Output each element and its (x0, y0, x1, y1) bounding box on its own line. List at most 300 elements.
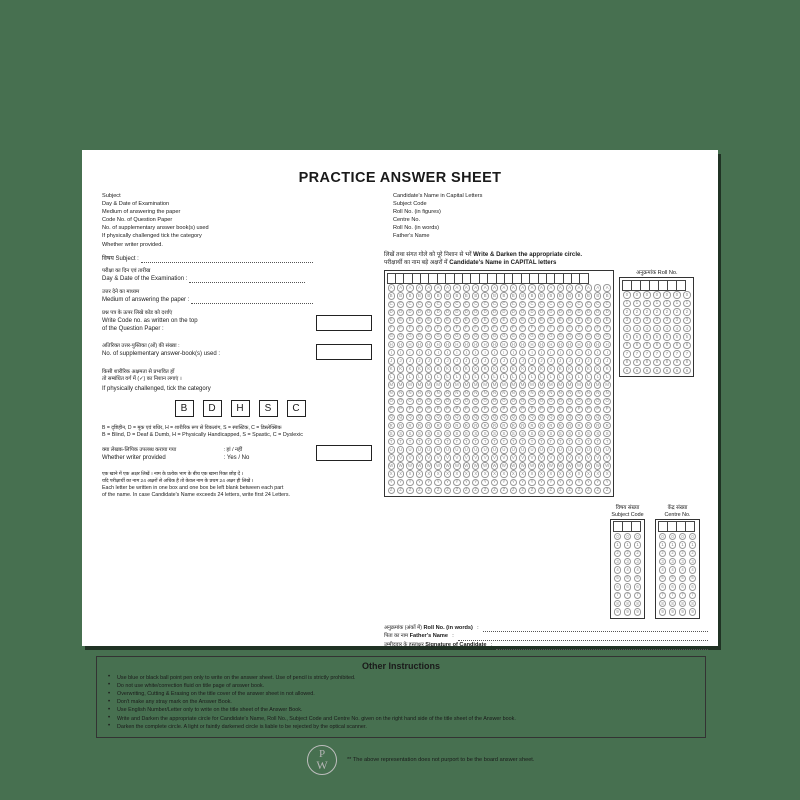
centre-no-bubble[interactable]: 4 (658, 566, 668, 574)
name-bubble[interactable]: J (433, 357, 442, 365)
name-bubble[interactable]: Q (593, 413, 602, 421)
name-bubble[interactable]: O (424, 397, 433, 405)
name-bubble[interactable]: G (490, 333, 499, 341)
roll-no-bubble[interactable]: 0 (672, 291, 682, 299)
name-bubble[interactable]: D (480, 308, 489, 316)
centre-no-write-box[interactable] (685, 521, 695, 532)
name-bubble[interactable]: S (415, 430, 424, 438)
name-bubble[interactable]: H (527, 341, 536, 349)
name-bubble[interactable]: R (443, 422, 452, 430)
name-bubble[interactable]: M (577, 382, 581, 388)
name-bubble[interactable]: S (602, 430, 611, 438)
name-bubble[interactable]: I (518, 349, 527, 357)
name-bubble[interactable]: M (408, 382, 412, 388)
roll-no-bubble[interactable]: 8 (682, 358, 692, 366)
name-bubble[interactable]: O (584, 397, 593, 405)
name-bubble[interactable]: F (405, 324, 414, 332)
name-bubble[interactable]: D (574, 308, 583, 316)
name-bubble[interactable]: M (502, 382, 506, 388)
name-bubble[interactable]: N (574, 389, 583, 397)
centre-no-bubble[interactable]: 1 (668, 541, 678, 549)
name-bubble[interactable]: R (565, 422, 574, 430)
name-bubble[interactable]: M (567, 382, 572, 388)
name-bubble[interactable]: L (537, 373, 546, 381)
name-bubble[interactable]: F (480, 324, 489, 332)
name-bubble[interactable]: Y (480, 478, 489, 486)
name-bubble[interactable]: T (415, 438, 424, 446)
name-bubble[interactable]: Y (509, 478, 518, 486)
roll-no-bubble[interactable]: 0 (622, 291, 632, 299)
name-bubble[interactable]: Z (405, 486, 414, 494)
name-bubble[interactable]: D (602, 308, 611, 316)
name-bubble[interactable]: S (424, 430, 433, 438)
name-bubble[interactable]: X (415, 470, 424, 478)
name-bubble[interactable]: T (565, 438, 574, 446)
name-bubble[interactable]: Y (499, 478, 508, 486)
roll-no-bubble[interactable]: 1 (682, 299, 692, 307)
name-bubble[interactable]: A (443, 284, 452, 292)
name-bubble[interactable]: G (574, 333, 583, 341)
name-bubble[interactable]: N (471, 389, 480, 397)
name-bubble[interactable]: W (548, 462, 553, 468)
name-bubble[interactable]: R (452, 422, 461, 430)
subject-code-bubble[interactable]: 2 (623, 549, 633, 557)
name-bubble[interactable]: S (584, 430, 593, 438)
subject-code-bubble[interactable]: 5 (623, 574, 633, 582)
name-bubble[interactable]: C (518, 300, 527, 308)
name-bubble[interactable]: C (452, 300, 461, 308)
name-bubble[interactable]: E (593, 316, 602, 324)
centre-no-bubble[interactable]: 3 (658, 558, 668, 566)
name-bubble[interactable]: W (501, 462, 506, 468)
name-bubble[interactable]: M (549, 382, 553, 388)
name-bubble[interactable]: A (546, 284, 555, 292)
name-bubble[interactable]: X (518, 470, 527, 478)
name-bubble[interactable]: U (574, 446, 583, 454)
name-bubble[interactable]: D (565, 308, 574, 316)
name-bubble[interactable]: S (556, 430, 565, 438)
roll-no-bubble[interactable]: 6 (682, 341, 692, 349)
name-bubble[interactable]: G (396, 333, 405, 341)
name-bubble[interactable]: L (424, 373, 433, 381)
centre-no-bubble[interactable]: 9 (668, 608, 678, 616)
name-bubble[interactable]: S (546, 430, 555, 438)
name-bubble[interactable]: R (499, 422, 508, 430)
name-bubble[interactable]: V (565, 454, 574, 462)
name-bubble[interactable]: M (596, 382, 600, 388)
name-bubble[interactable]: Z (556, 486, 565, 494)
name-bubble[interactable]: I (574, 349, 583, 357)
name-bubble[interactable]: T (546, 438, 555, 446)
name-bubble[interactable]: J (424, 357, 433, 365)
name-bubble[interactable]: G (433, 333, 442, 341)
name-bubble[interactable]: R (518, 422, 527, 430)
name-bubble[interactable]: E (574, 316, 583, 324)
name-bubble[interactable]: V (433, 454, 442, 462)
name-bubble[interactable]: T (593, 438, 602, 446)
name-bubble[interactable]: V (471, 454, 480, 462)
name-bubble[interactable]: Z (537, 486, 546, 494)
roll-no-bubble[interactable]: 4 (672, 325, 682, 333)
name-bubble[interactable]: I (443, 349, 452, 357)
name-bubble[interactable]: T (537, 438, 546, 446)
subject-code-bubble[interactable]: 5 (633, 574, 643, 582)
category-box-d[interactable]: D (203, 400, 222, 417)
subject-code-bubble[interactable]: 9 (633, 608, 643, 616)
name-bubble[interactable]: T (433, 438, 442, 446)
name-bubble[interactable]: A (480, 284, 489, 292)
centre-no-bubble[interactable]: 2 (678, 549, 688, 557)
name-bubble[interactable]: K (593, 365, 602, 373)
name-bubble[interactable]: L (574, 373, 583, 381)
name-bubble[interactable]: S (490, 430, 499, 438)
name-bubble[interactable]: C (471, 300, 480, 308)
name-bubble[interactable]: F (602, 324, 611, 332)
name-bubble[interactable]: O (415, 397, 424, 405)
name-bubble[interactable]: H (499, 341, 508, 349)
name-bubble[interactable]: H (462, 341, 471, 349)
name-bubble[interactable]: P (499, 405, 508, 413)
name-bubble[interactable]: W (567, 462, 572, 468)
name-bubble[interactable]: U (584, 446, 593, 454)
centre-no-bubble[interactable]: 3 (678, 558, 688, 566)
centre-no-grid[interactable] (655, 519, 700, 619)
name-bubble[interactable]: D (452, 308, 461, 316)
name-bubble[interactable]: E (584, 316, 593, 324)
name-bubble[interactable]: Q (546, 413, 555, 421)
name-bubble[interactable]: B (499, 292, 508, 300)
name-bubble[interactable]: G (518, 333, 527, 341)
name-bubble[interactable]: T (584, 438, 593, 446)
name-bubble[interactable]: T (452, 438, 461, 446)
name-bubble[interactable]: R (546, 422, 555, 430)
name-bubble[interactable]: M (539, 382, 544, 388)
centre-no-bubble[interactable]: 7 (658, 591, 668, 599)
name-bubble[interactable]: W (558, 462, 563, 468)
name-bubble[interactable]: K (546, 365, 555, 373)
name-bubble[interactable]: O (565, 397, 574, 405)
name-bubble[interactable]: U (471, 446, 480, 454)
centre-no-bubble[interactable]: 8 (678, 600, 688, 608)
name-bubble[interactable]: B (537, 292, 546, 300)
name-bubble[interactable]: B (452, 292, 461, 300)
name-bubble[interactable]: O (546, 397, 555, 405)
name-bubble[interactable]: Y (443, 478, 452, 486)
name-bubble[interactable]: W (464, 462, 469, 468)
name-bubble[interactable]: K (471, 365, 480, 373)
name-bubble[interactable]: P (471, 405, 480, 413)
name-bubble[interactable]: D (387, 308, 396, 316)
name-bubble[interactable]: L (415, 373, 424, 381)
name-bubble[interactable]: K (405, 365, 414, 373)
centre-no-bubble[interactable]: 7 (668, 591, 678, 599)
name-bubble[interactable]: P (537, 405, 546, 413)
name-bubble[interactable]: F (499, 324, 508, 332)
name-bubble[interactable]: M (520, 382, 525, 388)
centre-no-bubble[interactable]: 9 (678, 608, 688, 616)
name-bubble[interactable]: R (462, 422, 471, 430)
name-bubble[interactable]: T (480, 438, 489, 446)
name-bubble[interactable]: N (415, 389, 424, 397)
name-bubble[interactable]: A (396, 284, 405, 292)
name-bubble[interactable]: V (584, 454, 593, 462)
name-bubble[interactable]: U (396, 446, 405, 454)
name-bubble[interactable]: R (471, 422, 480, 430)
field-exam-date-line[interactable] (189, 277, 305, 283)
name-bubble[interactable]: C (415, 300, 424, 308)
name-bubble[interactable]: J (509, 357, 518, 365)
roll-no-bubble[interactable]: 8 (642, 358, 652, 366)
roll-no-bubble[interactable]: 9 (672, 366, 682, 374)
name-bubble[interactable]: D (556, 308, 565, 316)
name-bubble[interactable]: S (574, 430, 583, 438)
roll-no-bubble[interactable]: 5 (622, 333, 632, 341)
name-bubble[interactable]: C (527, 300, 536, 308)
name-bubble[interactable]: A (490, 284, 499, 292)
name-bubble[interactable]: E (490, 316, 499, 324)
name-bubble[interactable]: V (546, 454, 555, 462)
name-bubble[interactable]: M (558, 382, 562, 388)
name-bubble[interactable]: B (443, 292, 452, 300)
name-bubble[interactable]: R (424, 422, 433, 430)
name-bubble[interactable]: T (387, 438, 396, 446)
name-bubble[interactable]: J (471, 357, 480, 365)
name-bubble[interactable]: H (584, 341, 593, 349)
name-bubble[interactable]: F (415, 324, 424, 332)
name-bubble[interactable]: Z (527, 486, 536, 494)
name-bubble[interactable]: N (527, 389, 536, 397)
name-bubble[interactable]: Q (480, 413, 489, 421)
name-bubble[interactable]: N (565, 389, 574, 397)
name-bubble[interactable]: C (433, 300, 442, 308)
name-bubble[interactable]: S (387, 430, 396, 438)
category-box-b[interactable]: B (175, 400, 194, 417)
name-bubble[interactable]: E (415, 316, 424, 324)
roll-no-bubble[interactable]: 1 (642, 299, 652, 307)
name-bubble[interactable]: E (565, 316, 574, 324)
name-bubble[interactable]: Q (509, 413, 518, 421)
name-bubble[interactable]: H (490, 341, 499, 349)
name-bubble[interactable]: W (520, 462, 525, 468)
name-bubble[interactable]: Q (471, 413, 480, 421)
name-bubble[interactable]: Z (433, 486, 442, 494)
name-bubble[interactable]: Z (462, 486, 471, 494)
name-bubble[interactable]: Z (396, 486, 405, 494)
name-bubble[interactable]: Y (565, 478, 574, 486)
name-bubble[interactable]: A (527, 284, 536, 292)
centre-no-bubble[interactable]: 5 (678, 574, 688, 582)
name-bubble[interactable]: S (405, 430, 414, 438)
name-bubble[interactable]: W (417, 462, 422, 468)
name-bubble[interactable]: K (518, 365, 527, 373)
name-bubble[interactable]: H (537, 341, 546, 349)
name-bubble[interactable]: S (499, 430, 508, 438)
centre-no-bubble[interactable]: 8 (658, 600, 668, 608)
name-bubble[interactable]: U (527, 446, 536, 454)
name-bubble[interactable]: P (443, 405, 452, 413)
centre-no-bubble[interactable]: 6 (658, 583, 668, 591)
roll-no-bubble[interactable]: 2 (632, 308, 642, 316)
roll-no-bubble[interactable]: 1 (622, 299, 632, 307)
name-bubble[interactable]: U (387, 446, 396, 454)
name-bubble[interactable]: A (518, 284, 527, 292)
roll-no-bubble[interactable]: 1 (662, 299, 672, 307)
name-bubble[interactable]: X (574, 470, 583, 478)
name-bubble[interactable]: A (584, 284, 593, 292)
supplementary-input-box[interactable] (316, 344, 372, 360)
name-bubble[interactable]: G (602, 333, 611, 341)
name-bubble[interactable]: H (433, 341, 442, 349)
name-bubble[interactable]: F (556, 324, 565, 332)
name-bubble[interactable]: T (574, 438, 583, 446)
name-bubble[interactable]: M (436, 382, 440, 388)
roll-no-bubble[interactable]: 8 (662, 358, 672, 366)
signature-input-line-2[interactable] (496, 644, 708, 650)
roll-no-bubble[interactable]: 5 (662, 333, 672, 341)
name-bubble[interactable]: I (527, 349, 536, 357)
name-bubble[interactable]: L (443, 373, 452, 381)
name-bubble[interactable]: B (593, 292, 602, 300)
name-bubble[interactable]: K (527, 365, 536, 373)
name-bubble[interactable]: Z (518, 486, 527, 494)
name-bubble[interactable]: K (584, 365, 593, 373)
name-bubble[interactable]: I (602, 349, 611, 357)
name-bubble[interactable]: C (509, 300, 518, 308)
name-bubble[interactable]: X (499, 470, 508, 478)
name-bubble[interactable]: O (518, 397, 527, 405)
centre-no-bubble[interactable]: 2 (688, 549, 698, 557)
name-bubble[interactable]: S (480, 430, 489, 438)
name-bubble[interactable]: N (424, 389, 433, 397)
name-bubble[interactable]: E (556, 316, 565, 324)
name-bubble[interactable]: X (424, 470, 433, 478)
name-bubble[interactable]: V (574, 454, 583, 462)
roll-no-bubble[interactable]: 6 (662, 341, 672, 349)
name-bubble[interactable]: H (518, 341, 527, 349)
name-bubble[interactable]: G (527, 333, 536, 341)
name-bubble[interactable]: P (387, 405, 396, 413)
name-bubble[interactable]: O (433, 397, 442, 405)
name-bubble[interactable]: J (565, 357, 574, 365)
name-bubble[interactable]: X (471, 470, 480, 478)
name-bubble[interactable]: C (593, 300, 602, 308)
name-bubble[interactable]: Z (584, 486, 593, 494)
name-bubble[interactable]: Y (490, 478, 499, 486)
name-bubble[interactable]: Q (527, 413, 536, 421)
name-bubble[interactable]: H (387, 341, 396, 349)
name-bubble[interactable]: L (518, 373, 527, 381)
name-bubble[interactable]: P (480, 405, 489, 413)
name-bubble[interactable]: B (490, 292, 499, 300)
name-bubble[interactable]: T (462, 438, 471, 446)
name-bubble[interactable]: Q (490, 413, 499, 421)
roll-no-bubble[interactable]: 1 (672, 299, 682, 307)
name-bubble[interactable]: Y (396, 478, 405, 486)
name-bubble[interactable]: Z (574, 486, 583, 494)
subject-code-bubble[interactable]: 9 (623, 608, 633, 616)
name-bubble[interactable]: A (602, 284, 611, 292)
name-bubble[interactable]: B (405, 292, 414, 300)
name-bubble[interactable]: Y (602, 478, 611, 486)
name-bubble[interactable]: L (387, 373, 396, 381)
name-bubble[interactable]: G (556, 333, 565, 341)
name-bubble[interactable]: Q (452, 413, 461, 421)
name-bubble[interactable]: B (415, 292, 424, 300)
name-bubble[interactable]: Y (387, 478, 396, 486)
name-bubble[interactable]: P (602, 405, 611, 413)
name-bubble[interactable]: D (396, 308, 405, 316)
name-bubble[interactable]: N (462, 389, 471, 397)
name-bubble[interactable]: Q (424, 413, 433, 421)
name-bubble[interactable]: U (593, 446, 602, 454)
name-bubble[interactable]: H (471, 341, 480, 349)
name-bubble[interactable]: Y (593, 478, 602, 486)
name-bubble[interactable]: K (462, 365, 471, 373)
name-bubble[interactable]: U (546, 446, 555, 454)
name-bubble[interactable]: Z (452, 486, 461, 494)
centre-no-bubble[interactable]: 7 (688, 591, 698, 599)
name-bubble[interactable]: V (527, 454, 536, 462)
name-bubble[interactable]: C (574, 300, 583, 308)
name-bubble[interactable]: S (396, 430, 405, 438)
roll-no-bubble[interactable]: 8 (632, 358, 642, 366)
name-bubble[interactable]: M (417, 382, 422, 388)
name-bubble[interactable]: C (499, 300, 508, 308)
name-bubble[interactable]: Y (405, 478, 414, 486)
name-bubble[interactable]: W (389, 462, 394, 468)
name-bubble[interactable]: H (556, 341, 565, 349)
name-bubble[interactable]: N (433, 389, 442, 397)
name-bubble[interactable]: V (556, 454, 565, 462)
name-bubble[interactable]: G (424, 333, 433, 341)
name-bubble[interactable]: O (396, 397, 405, 405)
name-bubble[interactable]: G (405, 333, 414, 341)
roll-no-bubble[interactable]: 8 (622, 358, 632, 366)
name-bubble[interactable]: S (518, 430, 527, 438)
centre-no-bubble[interactable]: 9 (658, 608, 668, 616)
name-bubble[interactable]: S (565, 430, 574, 438)
name-bubble[interactable]: L (556, 373, 565, 381)
name-bubble[interactable]: I (433, 349, 442, 357)
name-bubble[interactable]: B (396, 292, 405, 300)
name-bubble[interactable]: I (462, 349, 471, 357)
name-bubble[interactable]: D (471, 308, 480, 316)
name-bubble[interactable]: D (499, 308, 508, 316)
name-bubble[interactable]: I (405, 349, 414, 357)
name-bubble[interactable]: M (389, 382, 393, 388)
name-bubble[interactable]: G (462, 333, 471, 341)
name-bubble[interactable]: K (396, 365, 405, 373)
name-bubble[interactable]: W (586, 462, 591, 468)
name-bubble[interactable]: S (462, 430, 471, 438)
name-bubble[interactable]: Z (443, 486, 452, 494)
name-bubble[interactable]: T (405, 438, 414, 446)
name-bubble[interactable]: P (518, 405, 527, 413)
name-bubble[interactable]: Q (387, 413, 396, 421)
name-bubble[interactable]: V (518, 454, 527, 462)
name-bubble[interactable]: D (433, 308, 442, 316)
name-bubble[interactable]: G (452, 333, 461, 341)
name-bubble[interactable]: D (405, 308, 414, 316)
name-bubble[interactable]: K (499, 365, 508, 373)
name-bubble[interactable]: X (537, 470, 546, 478)
centre-no-bubble[interactable]: 7 (678, 591, 688, 599)
subject-code-bubble[interactable]: 8 (613, 600, 623, 608)
name-bubble[interactable]: N (387, 389, 396, 397)
name-bubble[interactable]: V (593, 454, 602, 462)
name-bubble[interactable]: L (509, 373, 518, 381)
roll-no-bubble[interactable]: 2 (642, 308, 652, 316)
